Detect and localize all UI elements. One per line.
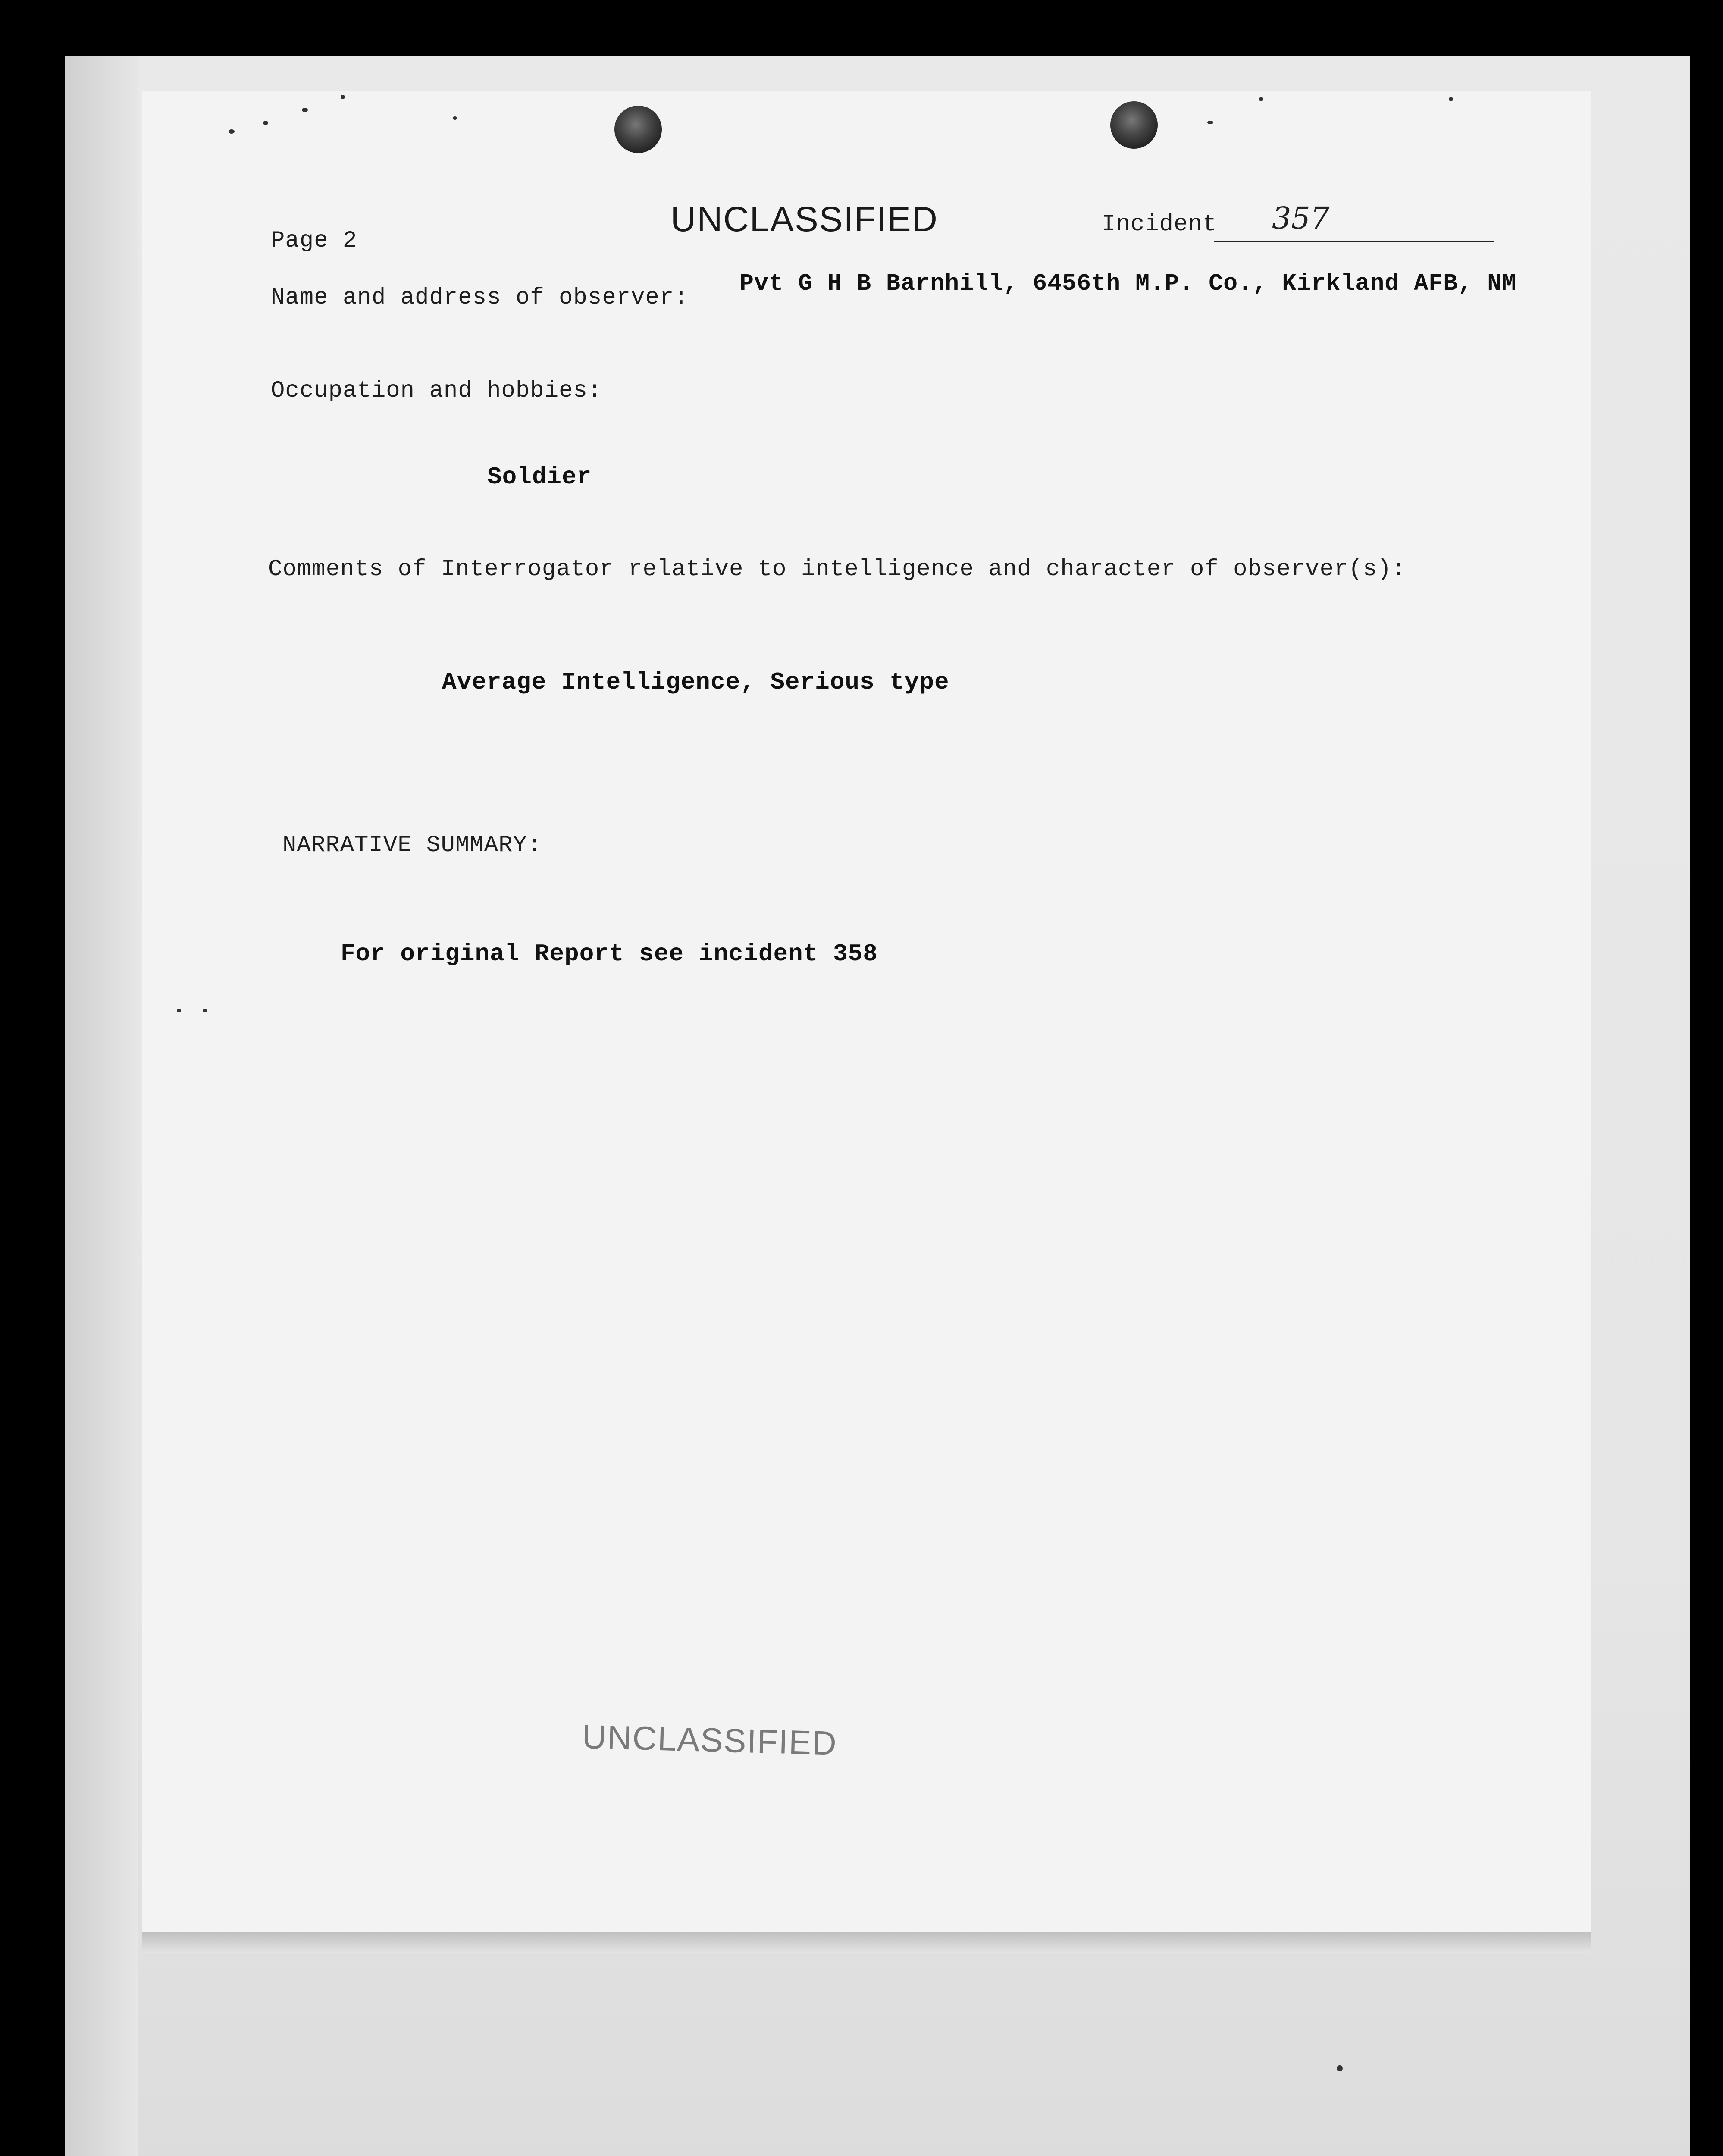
narrative-value: For original Report see incident 358 — [341, 940, 878, 968]
incident-number: 357 — [1272, 201, 1330, 236]
speck-mark — [341, 95, 345, 99]
document-page-shadow — [142, 1932, 1591, 1953]
speck-mark — [1337, 2065, 1343, 2071]
speck-mark — [1207, 121, 1213, 124]
occupation-label: Occupation and hobbies: — [271, 378, 602, 404]
speck-mark — [177, 1009, 181, 1012]
speck-mark — [263, 121, 268, 125]
narrative-label: NARRATIVE SUMMARY: — [282, 832, 542, 859]
incident-underline — [1214, 241, 1494, 242]
comments-label: Comments of Interrogator relative to intelligence and character of observer(s): — [268, 556, 1407, 583]
punch-hole-left — [614, 106, 662, 153]
punch-hole-right — [1110, 101, 1158, 149]
backing-sheet-shadow — [65, 56, 138, 2156]
speck-mark — [229, 129, 235, 134]
comments-value: Average Intelligence, Serious type — [442, 668, 949, 696]
incident-label: Incident — [1102, 211, 1217, 238]
classification-stamp-top: UNCLASSIFIED — [670, 200, 938, 239]
speck-mark — [1449, 97, 1453, 101]
document-page — [142, 91, 1591, 1932]
speck-mark — [453, 116, 457, 120]
speck-mark — [203, 1009, 207, 1012]
classification-stamp-bottom: UNCLASSIFIED — [581, 1717, 838, 1762]
speck-mark — [1259, 97, 1263, 101]
page-number: Page 2 — [271, 228, 357, 254]
speck-mark — [302, 108, 308, 112]
observer-value: Pvt G H B Barnhill, 6456th M.P. Co., Kirkland AFB, NM — [739, 270, 1517, 297]
occupation-value: Soldier — [487, 463, 592, 491]
observer-label: Name and address of observer: — [271, 285, 689, 311]
